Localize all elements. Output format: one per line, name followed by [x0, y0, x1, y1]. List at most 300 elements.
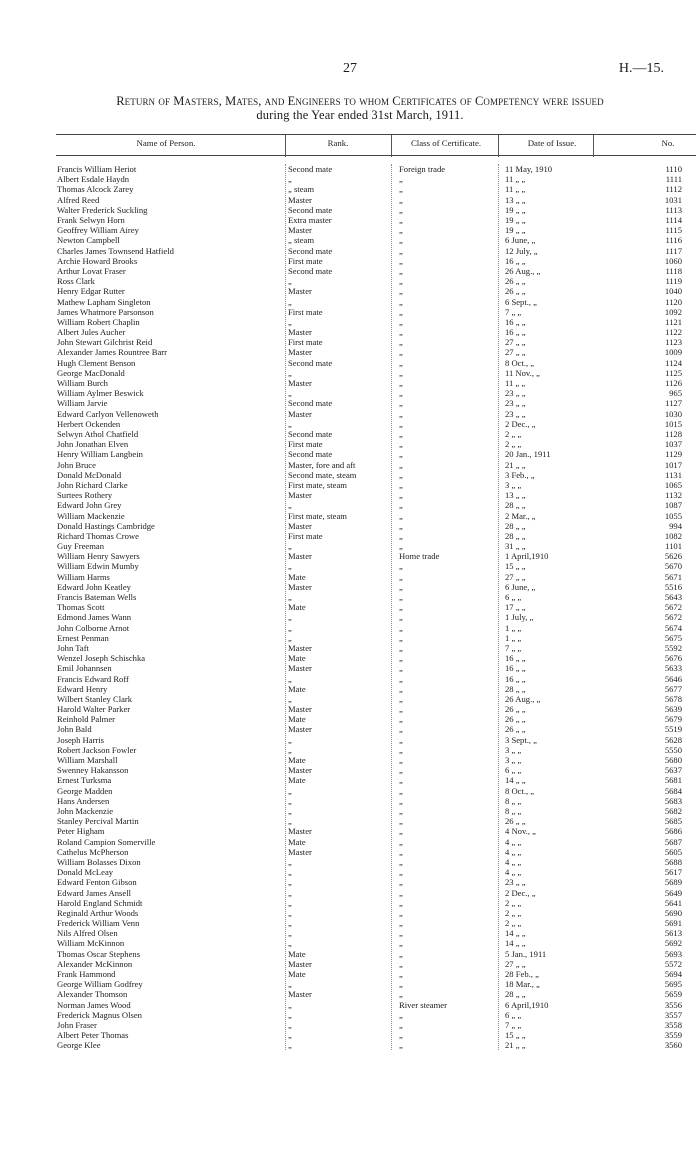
rank-cell: „	[288, 418, 292, 429]
person-name: Ernest Penman	[57, 632, 109, 643]
certificate-number-cell: 3559	[664, 1030, 682, 1041]
certificate-class-cell: „	[399, 795, 403, 806]
person-name: Charles James Townsend Hatfield	[57, 245, 174, 256]
certificate-number-cell: 5687	[664, 836, 682, 847]
rank-cell: Second mate	[288, 265, 333, 276]
issue-date-cell: 28 „ „	[505, 500, 526, 511]
rank-cell: Mate	[288, 969, 306, 979]
certificate-number-cell: 1017	[664, 459, 682, 470]
table-row	[0, 694, 700, 704]
issue-date-cell: 26 „ „	[505, 816, 526, 827]
rank-cell: „	[288, 785, 292, 796]
issue-date-cell: 11 „ „	[505, 378, 526, 388]
issue-date-cell: 11 „ „	[505, 174, 526, 185]
rank-cell: „ steam	[288, 184, 315, 195]
rank-cell: „	[288, 795, 292, 806]
rank-cell: „	[288, 928, 292, 939]
issue-date-cell: 13 „ „	[505, 490, 526, 501]
issue-date-cell: 23 „ „	[505, 408, 526, 419]
table-row	[0, 918, 700, 928]
issue-date-cell: 2 „ „	[505, 439, 522, 450]
certificate-number-cell: 1009	[664, 347, 682, 358]
certificate-number-cell: 5519	[664, 724, 682, 735]
certificate-class-cell: „	[399, 479, 403, 490]
issue-date-cell: 1 April,1910	[505, 551, 549, 562]
rank-cell: Master, fore and aft	[288, 459, 356, 470]
issue-date-cell: 27 „ „	[505, 347, 526, 358]
person-name: George Madden	[57, 785, 113, 796]
table-row	[0, 276, 700, 286]
rank-cell: First mate	[288, 255, 323, 266]
table-row	[0, 582, 700, 592]
table-row	[0, 704, 700, 714]
table-row	[0, 317, 700, 327]
certificate-class-cell: „	[399, 704, 403, 715]
person-name: Donald Hastings Cambridge	[57, 520, 155, 531]
rank-cell: „	[288, 806, 292, 816]
certificate-class-cell: „	[399, 347, 403, 358]
table-row	[0, 888, 700, 898]
issue-date-cell: 19 „ „	[505, 225, 526, 236]
person-name: George William Godfrey	[57, 979, 143, 990]
person-name: Emil Johannsen	[57, 663, 112, 674]
issue-date-cell: 26 „ „	[505, 276, 526, 287]
issue-date-cell: 19 „ „	[505, 214, 526, 225]
issue-date-cell: 15 „ „	[505, 561, 526, 572]
issue-date-cell: 19 „ „	[505, 204, 526, 215]
issue-date-cell: 27 „ „	[505, 571, 526, 582]
certificate-number-cell: 5617	[664, 867, 682, 878]
certificate-number-cell: 5613	[664, 928, 682, 939]
certificate-number-cell: 1112	[665, 184, 682, 195]
rank-cell: First mate, steam	[288, 479, 347, 490]
certificate-number-cell: 5633	[664, 663, 682, 674]
person-name: Frank Selwyn Horn	[57, 214, 125, 225]
issue-date-cell: 1 „ „	[505, 622, 522, 633]
certificate-class-cell: „	[399, 938, 403, 949]
issue-date-cell: 26 Aug., „	[505, 693, 541, 704]
certificate-number-cell: 3560	[664, 1040, 682, 1051]
table-row	[0, 674, 700, 684]
person-name: George MacDonald	[57, 367, 125, 378]
person-name: William Harms	[57, 571, 110, 582]
rank-cell: „	[288, 622, 292, 633]
certificate-class-cell: „	[399, 632, 403, 643]
person-name: John Jonathan Elven	[57, 439, 129, 450]
certificate-class-cell: „	[399, 204, 403, 215]
certificate-class-cell: „	[399, 255, 403, 266]
certificate-class-cell: „	[399, 622, 403, 633]
table-row	[0, 378, 700, 388]
certificate-class-cell: „	[399, 337, 403, 348]
column-divider	[285, 135, 286, 157]
table-row	[0, 500, 700, 510]
person-name: William Bolasses Dixon	[57, 856, 141, 867]
person-name: Albert Peter Thomas	[57, 1030, 129, 1041]
certificate-class-cell: „	[399, 286, 403, 297]
issue-date-cell: 13 „ „	[505, 194, 526, 205]
certificate-class-cell: „	[399, 928, 403, 939]
rank-cell: „	[288, 673, 292, 684]
certificate-class-cell: „	[399, 897, 403, 908]
rank-cell: „	[288, 1030, 292, 1041]
certificate-number-cell: 5637	[664, 765, 682, 776]
certificate-class-cell: „	[399, 907, 403, 918]
issue-date-cell: 7 „ „	[505, 306, 522, 317]
issue-date-cell: 14 „ „	[505, 938, 526, 949]
certificate-class-cell: „	[399, 245, 403, 256]
issue-date-cell: 16 „ „	[505, 327, 526, 337]
table-row	[0, 327, 700, 337]
table-row	[0, 837, 700, 847]
issue-date-cell: 2 „ „	[505, 897, 522, 908]
rank-cell: „ steam	[288, 235, 315, 246]
issue-date-cell: 4 „ „	[505, 846, 522, 857]
rank-cell: „	[288, 887, 292, 898]
issue-date-cell: 16 „ „	[505, 316, 526, 327]
certificate-number-cell: 1111	[665, 174, 682, 185]
certificate-number-cell: 1116	[665, 235, 682, 246]
issue-date-cell: 3 „ „	[505, 755, 522, 765]
person-name: Ross Clark	[57, 276, 95, 287]
table-row	[0, 908, 700, 918]
certificate-number-cell: 5677	[664, 683, 682, 694]
certificate-class-cell: „	[399, 1009, 403, 1020]
rank-cell: First mate, steam	[288, 510, 347, 521]
certificate-number-cell: 5605	[664, 846, 682, 857]
certificate-number-cell: 5643	[664, 592, 682, 602]
person-name: George Klee	[57, 1040, 101, 1051]
issue-date-cell: 21 „ „	[505, 1040, 526, 1051]
rank-cell: Mate	[288, 602, 306, 613]
person-name: Wenzel Joseph Schischka	[57, 653, 146, 664]
rank-cell: Second mate	[288, 164, 333, 174]
issue-date-cell: 28 Feb., „	[505, 969, 539, 979]
issue-date-cell: 4 Nov., „	[505, 826, 536, 837]
certificate-class-cell: „	[399, 693, 403, 704]
rank-cell: „	[288, 734, 292, 745]
person-name: Newton Campbell	[57, 235, 120, 246]
rank-cell: Second mate	[288, 449, 333, 460]
certificate-number-cell: 5689	[664, 877, 682, 888]
rank-cell: Master	[288, 490, 312, 501]
issue-date-cell: 2 „ „	[505, 918, 522, 929]
issue-date-cell: 16 „ „	[505, 673, 526, 684]
table-row	[0, 409, 700, 419]
person-name: Surtees Rothery	[57, 490, 113, 501]
certificate-class-cell: „	[399, 989, 403, 1000]
rank-cell: Master	[288, 408, 312, 419]
certificate-class-cell: „	[399, 459, 403, 470]
certificate-number-cell: 1082	[664, 530, 682, 541]
certificate-class-cell: „	[399, 642, 403, 653]
rank-cell: „	[288, 693, 292, 704]
certificate-number-cell: 5659	[664, 989, 682, 1000]
rank-cell: „	[288, 541, 292, 551]
table-row	[0, 297, 700, 307]
rank-cell: First mate	[288, 337, 323, 348]
person-name: Frederick Magnus Olsen	[57, 1009, 142, 1020]
certificate-class-cell: „	[399, 520, 403, 531]
person-name: Roland Campion Somerville	[57, 836, 156, 847]
person-name: Thomas Alcock Zarey	[57, 184, 134, 195]
column-divider	[391, 135, 392, 157]
certificate-number-cell: 5626	[664, 551, 682, 562]
issue-date-cell: 2 Mar., „	[505, 510, 536, 521]
person-name: Francis Edward Roff	[57, 673, 129, 684]
table-row	[0, 174, 700, 184]
title-line-1: Return of Masters, Mates, and Engineers to whom Certificates of Competency were issued	[116, 94, 604, 108]
certificate-number-cell: 5670	[664, 561, 682, 572]
person-name: Swenney Hakansson	[57, 765, 129, 776]
certificate-number-cell: 5688	[664, 856, 682, 867]
rank-cell: „	[288, 999, 292, 1010]
certificate-number-cell: 5550	[664, 744, 682, 755]
certificate-number-cell: 1037	[664, 439, 682, 450]
person-name: Edward John Grey	[57, 500, 122, 511]
certificate-number-cell: 1121	[665, 316, 682, 327]
table-row	[0, 215, 700, 225]
certificate-class-cell: „	[399, 194, 403, 205]
certificate-number-cell: 5671	[664, 571, 682, 582]
issue-date-cell: 7 „ „	[505, 642, 522, 653]
issue-date-cell: 17 „ „	[505, 602, 526, 613]
person-name: Harold Walter Parker	[57, 704, 131, 715]
issue-date-cell: 4 „ „	[505, 867, 522, 878]
rank-cell: Master	[288, 327, 312, 337]
person-name: Edward Carlyon Vellenoweth	[57, 408, 159, 419]
issue-date-cell: 1 „ „	[505, 632, 522, 643]
table-row	[0, 307, 700, 317]
issue-date-cell: 26 Aug., „	[505, 265, 541, 276]
certificate-number-cell: 1119	[665, 276, 682, 287]
rank-cell: „	[288, 296, 292, 307]
certificate-number-cell: 5516	[664, 581, 682, 592]
rank-cell: Mate	[288, 755, 306, 765]
table-row	[0, 358, 700, 368]
certificate-number-cell: 994	[669, 520, 682, 531]
certificate-class-cell: „	[399, 357, 403, 368]
certificate-number-cell: 1101	[665, 541, 682, 551]
certificate-class-cell: Foreign trade	[399, 164, 446, 174]
table-row	[0, 724, 700, 734]
rank-cell: Second mate	[288, 357, 333, 368]
table-row	[0, 989, 700, 999]
person-name: Herbert Ockenden	[57, 418, 121, 429]
issue-date-cell: 16 „ „	[505, 663, 526, 674]
rank-cell: Master	[288, 765, 312, 776]
person-name: William Robert Chaplin	[57, 316, 140, 327]
certificate-class-cell: „	[399, 918, 403, 929]
certificate-number-cell: 1110	[665, 164, 682, 174]
person-name: John Taft	[57, 642, 89, 653]
person-name: Guy Freeman	[57, 541, 105, 551]
table-row	[0, 745, 700, 755]
rank-cell: „	[288, 612, 292, 623]
rank-cell: Extra master	[288, 214, 332, 225]
certificate-number-cell: 1115	[665, 225, 682, 236]
table-row	[0, 164, 700, 174]
rank-cell: „	[288, 174, 292, 185]
rank-cell: Second mate	[288, 204, 333, 215]
table-row	[0, 612, 700, 622]
certificate-class-cell: „	[399, 948, 403, 959]
certificate-number-cell: 5674	[664, 622, 682, 633]
person-name: Edward Fenton Gibson	[57, 877, 137, 888]
certificate-class-cell: „	[399, 826, 403, 837]
table-row	[0, 1040, 700, 1050]
issue-date-cell: 28 „ „	[505, 520, 526, 531]
certificate-number-cell: 1087	[664, 500, 682, 511]
certificate-number-cell: 5681	[664, 775, 682, 786]
certificate-number-cell: 1129	[665, 449, 682, 460]
certificate-class-cell: „	[399, 612, 403, 623]
certificate-class-cell: „	[399, 979, 403, 990]
table-row	[0, 816, 700, 826]
table-row	[0, 511, 700, 521]
certificate-class-cell: „	[399, 439, 403, 450]
certificate-class-cell: „	[399, 1040, 403, 1051]
certificate-class-cell: „	[399, 744, 403, 755]
rank-cell: „	[288, 632, 292, 643]
page-number: 27	[343, 61, 357, 76]
certificate-class-cell: „	[399, 724, 403, 735]
certificate-class-cell: „	[399, 174, 403, 185]
rank-cell: Second mate	[288, 398, 333, 409]
certificate-class-cell: „	[399, 1020, 403, 1030]
person-name: John Mackenzie	[57, 806, 114, 816]
certificate-number-cell: 5691	[664, 918, 682, 929]
certificate-class-cell: „	[399, 469, 403, 480]
rank-cell: „	[288, 1009, 292, 1020]
table-row	[0, 235, 700, 245]
issue-date-cell: 6 June, „	[505, 235, 536, 246]
certificate-class-cell: „	[399, 673, 403, 684]
person-name: Stanley Percival Martin	[57, 816, 139, 827]
certificate-number-cell: 5675	[664, 632, 682, 643]
table-row	[0, 398, 700, 408]
certificate-number-cell: 5649	[664, 887, 682, 898]
certificate-number-cell: 1125	[665, 367, 682, 378]
table-row	[0, 633, 700, 643]
certificate-number-cell: 5572	[664, 958, 682, 969]
table-row	[0, 266, 700, 276]
issue-date-cell: 2 „ „	[505, 907, 522, 918]
certificate-number-cell: 1126	[665, 378, 682, 388]
certificate-class-cell: „	[399, 235, 403, 246]
certificate-number-cell: 1065	[664, 479, 682, 490]
certificate-number-cell: 965	[669, 388, 682, 399]
person-name: Frank Hammond	[57, 969, 116, 979]
table-row	[0, 561, 700, 571]
certificate-number-cell: 5672	[664, 612, 682, 623]
certificate-class-cell: „	[399, 418, 403, 429]
certificate-class-cell: „	[399, 755, 403, 765]
person-name: William Marshall	[57, 755, 118, 765]
rank-cell: Master	[288, 551, 312, 562]
certificate-number-cell: 1114	[665, 214, 682, 225]
table-row	[0, 521, 700, 531]
person-name: Wilbert Stanley Clark	[57, 693, 133, 704]
rank-cell: „	[288, 316, 292, 327]
person-name: William Aylmer Beswick	[57, 388, 144, 399]
table-row	[0, 775, 700, 785]
table-row	[0, 755, 700, 765]
column-divider	[593, 135, 594, 157]
certificate-class-cell: „	[399, 765, 403, 776]
certificate-class-cell: „	[399, 1030, 403, 1041]
certificate-number-cell: 5695	[664, 979, 682, 990]
certificate-class-cell: „	[399, 530, 403, 541]
certificate-class-cell: „	[399, 561, 403, 572]
person-name: Edward Henry	[57, 683, 108, 694]
table-row	[0, 602, 700, 612]
certificate-class-cell: „	[399, 653, 403, 664]
rank-cell: „	[288, 867, 292, 878]
table-row	[0, 959, 700, 969]
issue-date-cell: 26 „ „	[505, 704, 526, 715]
table-row	[0, 205, 700, 215]
person-name: Harold England Schmidt	[57, 897, 143, 908]
issue-date-cell: 12 July, „	[505, 245, 538, 256]
issue-date-cell: 8 „ „	[505, 795, 522, 806]
table-row	[0, 460, 700, 470]
certificate-class-cell: „	[399, 428, 403, 439]
certificate-class-cell: „	[399, 714, 403, 725]
certificate-class-cell: „	[399, 388, 403, 399]
certificate-class-cell: „	[399, 510, 403, 521]
rank-cell: „	[288, 907, 292, 918]
issue-date-cell: 6 June, „	[505, 581, 536, 592]
certificate-number-cell: 1015	[664, 418, 682, 429]
rank-cell: Master	[288, 724, 312, 735]
person-name: William McKinnon	[57, 938, 125, 949]
person-name: Geoffrey William Airey	[57, 225, 139, 236]
rank-cell: „	[288, 367, 292, 378]
issue-date-cell: 8 Oct., „	[505, 357, 535, 368]
certificate-number-cell: 1131	[665, 469, 682, 480]
issue-date-cell: 28 „ „	[505, 683, 526, 694]
table-row	[0, 867, 700, 877]
person-name: Alfred Reed	[57, 194, 100, 205]
issue-date-cell: 11 May, 1910	[505, 164, 553, 174]
table-row	[0, 653, 700, 663]
certificate-number-cell: 3558	[664, 1020, 682, 1030]
table-row	[0, 826, 700, 836]
issue-date-cell: 2 Dec., „	[505, 887, 536, 898]
person-name: Hans Andersen	[57, 795, 110, 806]
person-name: Henry William Langbein	[57, 449, 143, 460]
issue-date-cell: 11 Nov., „	[505, 367, 540, 378]
issue-date-cell: 16 „ „	[505, 653, 526, 664]
table-row	[0, 714, 700, 724]
rank-cell: „	[288, 816, 292, 827]
certificate-class-cell: „	[399, 449, 403, 460]
issue-date-cell: 20 Jan., 1911	[505, 449, 551, 460]
rank-cell: Mate	[288, 653, 306, 664]
person-name: Donald McLeay	[57, 867, 114, 878]
issue-date-cell: 23 „ „	[505, 877, 526, 888]
table-row	[0, 429, 700, 439]
issue-date-cell: 2 „ „	[505, 428, 522, 439]
issue-date-cell: 2 Dec., „	[505, 418, 536, 429]
person-name: Frederick William Venn	[57, 918, 140, 929]
person-name: Francis William Heriot	[57, 164, 137, 174]
rank-cell: Master	[288, 663, 312, 674]
certificate-number-cell: 5686	[664, 826, 682, 837]
column-header-name: Name of Person.	[136, 138, 196, 148]
rank-cell: Mate	[288, 775, 306, 786]
